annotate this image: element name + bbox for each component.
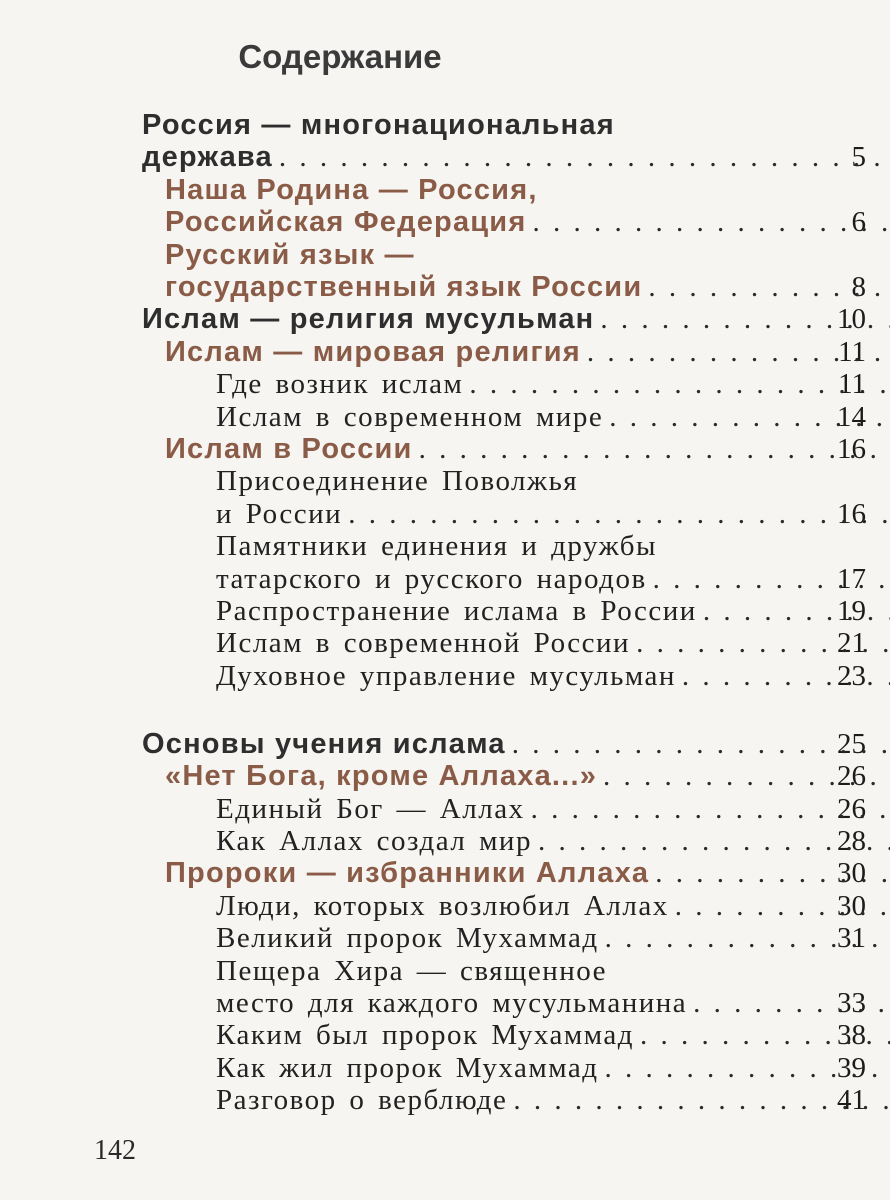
toc-page-number: 41 — [837, 1084, 866, 1116]
toc-page-number: 30 — [837, 857, 866, 889]
toc-entry-line — [0, 400, 890, 434]
toc-entry-line — [0, 529, 657, 563]
toc-entry-line — [0, 626, 890, 660]
toc-page-number: 10 — [837, 303, 866, 335]
toc-page-number: 25 — [837, 728, 866, 760]
toc-entry-title: Великий пророк Мухаммад — [216, 922, 599, 954]
table-of-contents — [0, 108, 890, 1158]
toc-page-number: 39 — [837, 1052, 866, 1084]
toc-entry-line — [0, 238, 415, 272]
toc-entry-line — [0, 954, 607, 988]
toc-entry-line — [0, 1051, 890, 1085]
toc-entry-line — [0, 140, 890, 174]
dot-leader — [605, 921, 890, 955]
toc-entry-title: Как Аллах создал мир — [216, 825, 532, 857]
toc-entry-line — [0, 497, 890, 531]
dot-leader — [538, 824, 890, 858]
toc-entry-line — [0, 792, 890, 826]
toc-entry-title: Россия — многонациональная — [142, 109, 615, 141]
dot-leader — [655, 856, 890, 890]
toc-entry-line — [0, 464, 578, 498]
toc-page-number: 11 — [838, 336, 866, 368]
toc-entry-title: Ислам в современной России — [216, 627, 631, 659]
dot-leader — [703, 594, 890, 628]
toc-page-number: 19 — [837, 595, 866, 627]
toc-entry-title: Присоединение Поволжья — [216, 465, 579, 497]
toc-entry-title: татарского и русского народов — [216, 563, 647, 595]
toc-page-number: 16 — [837, 498, 866, 530]
dot-leader — [279, 140, 890, 174]
toc-entry-line — [0, 562, 890, 596]
toc-entry-title: «Нет Бога, кроме Аллаха...» — [165, 760, 598, 792]
dot-leader — [605, 1051, 890, 1085]
toc-entry-line — [0, 1083, 890, 1117]
dot-leader — [600, 302, 890, 336]
toc-page-number: 30 — [837, 890, 866, 922]
toc-entry-line — [0, 432, 890, 466]
toc-entry-line — [0, 270, 890, 304]
dot-leader — [609, 400, 890, 434]
toc-entry-title: Российская Федерация — [165, 206, 527, 238]
toc-entry-line — [0, 335, 890, 369]
toc-entry-line — [0, 302, 890, 336]
toc-entry-line — [0, 205, 890, 239]
toc-page-number: 31 — [837, 922, 866, 954]
toc-entry-title: держава — [142, 141, 273, 173]
toc-page-number: 28 — [837, 825, 866, 857]
dot-leader — [513, 1083, 890, 1117]
toc-page-number: 23 — [837, 660, 866, 692]
dot-leader — [469, 367, 890, 401]
toc-entry-title: Люди, которых возлюбил Аллах — [216, 890, 669, 922]
toc-entry-line — [0, 759, 890, 793]
toc-page-number: 5 — [851, 141, 866, 173]
toc-page-number: 38 — [837, 1019, 866, 1051]
dot-leader — [682, 659, 890, 693]
dot-leader — [693, 986, 890, 1020]
toc-entry-line — [0, 367, 890, 401]
dot-leader — [532, 205, 890, 239]
toc-page-number: 26 — [837, 793, 866, 825]
toc-entry-title: Наша Родина — Россия, — [165, 174, 538, 206]
toc-entry-line — [0, 889, 890, 923]
dot-leader — [648, 270, 890, 304]
toc-entry-title: Распространение ислама в России — [216, 595, 697, 627]
toc-entry-line — [0, 921, 890, 955]
dot-leader — [603, 759, 890, 793]
toc-entry-line — [0, 986, 890, 1020]
dot-leader — [640, 1018, 890, 1052]
toc-entry-title: место для каждого мусульманина — [216, 987, 688, 1019]
page-number: 142 — [94, 1135, 136, 1166]
toc-page-number: 11 — [838, 368, 866, 400]
toc-entry-title: Духовное управление мусульман — [216, 660, 676, 692]
toc-page-number: 21 — [837, 627, 866, 659]
dot-leader — [587, 335, 890, 369]
toc-entry-line — [0, 727, 890, 761]
toc-entry-title: Пещера Хира — священное — [216, 955, 607, 987]
page-title: Содержание — [238, 38, 442, 75]
toc-entry-title: Памятники единения и дружбы — [216, 530, 658, 562]
toc-entry-line — [0, 594, 890, 628]
toc-entry-title: Пророки — избранники Аллаха — [165, 857, 650, 889]
dot-leader — [675, 889, 890, 923]
toc-entry-line — [0, 824, 890, 858]
dot-leader — [512, 727, 890, 761]
toc-entry-title: Каким был пророк Мухаммад — [216, 1019, 635, 1051]
toc-entry-title: Где возник ислам — [216, 368, 464, 400]
toc-page-number: 33 — [837, 987, 866, 1019]
dot-leader — [653, 562, 890, 596]
toc-entry-title: Ислам — мировая религия — [165, 336, 581, 368]
toc-page-number: 16 — [837, 433, 866, 465]
toc-entry-title: Основы учения ислама — [142, 728, 506, 760]
toc-page-number: 26 — [837, 760, 866, 792]
toc-entry-title: Ислам в современном мире — [216, 401, 604, 433]
toc-page-number: 6 — [851, 206, 866, 238]
toc-entry-line — [0, 108, 615, 142]
toc-entry-title: Ислам в России — [165, 433, 413, 465]
toc-entry-line — [0, 856, 890, 890]
toc-entry-title: и России — [216, 498, 343, 530]
toc-page-number: 8 — [851, 271, 866, 303]
toc-page-number: 17 — [837, 563, 866, 595]
toc-entry-title: Русский язык — — [165, 239, 415, 271]
dot-leader — [348, 497, 890, 531]
toc-entry-line — [0, 173, 538, 207]
dot-leader — [419, 432, 890, 466]
toc-entry-title: Как жил пророк Мухаммад — [216, 1052, 599, 1084]
toc-entry-title: Разговор о верблюде — [216, 1084, 508, 1116]
toc-entry-line — [0, 1018, 890, 1052]
toc-entry-title: Единый Бог — Аллах — [216, 793, 525, 825]
dot-leader — [636, 626, 890, 660]
toc-page-number: 14 — [837, 401, 866, 433]
toc-entry-line — [0, 659, 890, 693]
toc-entry-title: государственный язык России — [165, 271, 643, 303]
toc-entry-title: Ислам — религия мусульман — [142, 303, 595, 335]
dot-leader — [531, 792, 890, 826]
